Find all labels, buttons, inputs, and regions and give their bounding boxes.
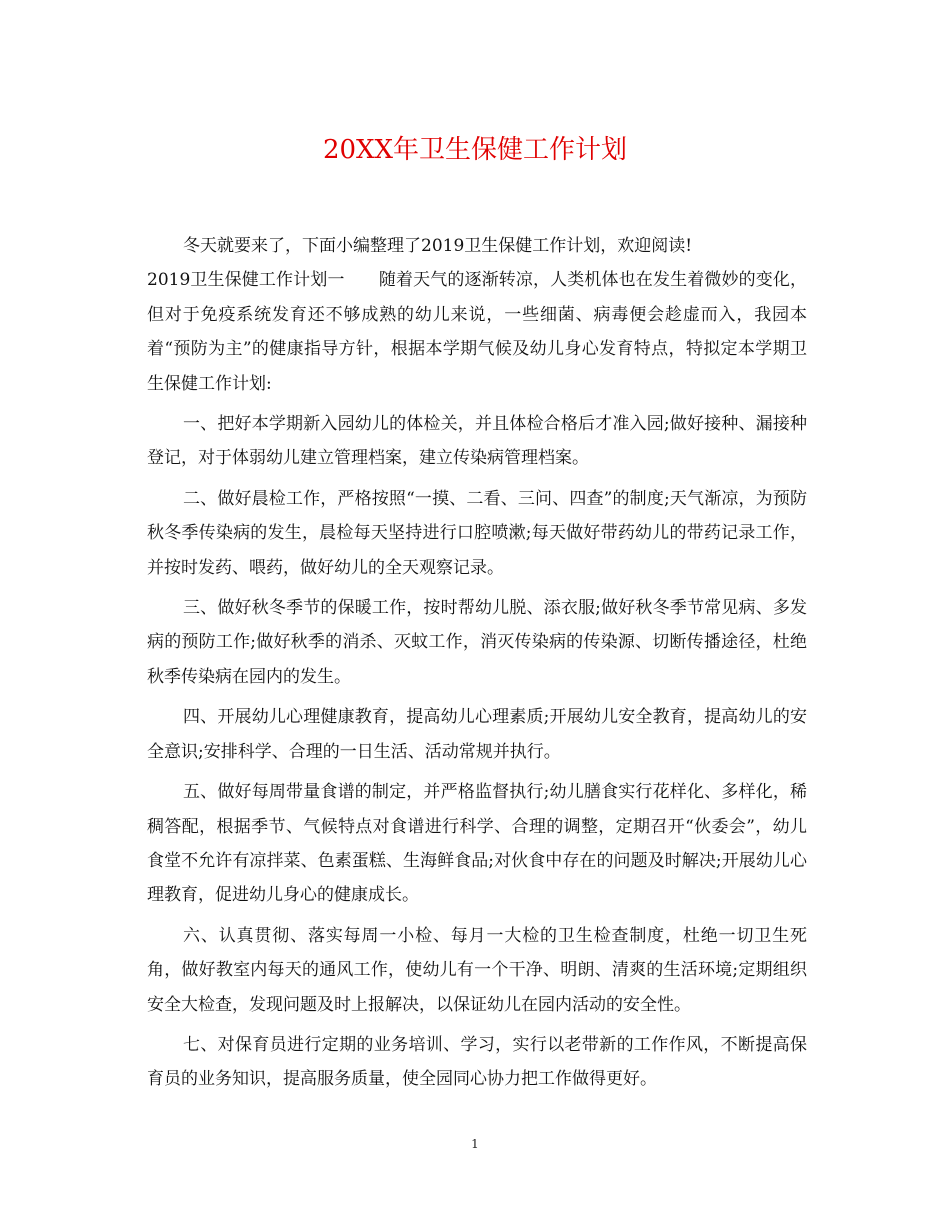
page-number: 1	[471, 1137, 479, 1151]
document-body	[147, 229, 807, 1097]
plan-item-6: 六、认真贯彻、落实每周一小检、每月一大检的卫生检查制度，杜绝一切卫生死角，做好教室内每天的通风工作，使幼儿有一个干净、明朗、清爽的生活环境;定期组织安全大检查，发现问题及时上报解决，以保证幼儿在园内活动的安全性。	[147, 925, 807, 1015]
intro-paragraph: 冬天就要来了，下面小编整理了2019卫生保健工作计划，欢迎阅读!	[183, 236, 693, 256]
plan-item-4: 四、开展幼儿心理健康教育，提高幼儿心理素质;开展幼儿安全教育，提高幼儿的安全意识;安排科学、合理的一日生活、活动常规并执行。	[147, 707, 807, 762]
plan-item-5: 五、做好每周带量食谱的制定，并严格监督执行;幼儿膳食实行花样化、多样化，稀稠答配，根据季节、气候特点对食谱进行科学、合理的调整，定期召开“伙委会”，幼儿食堂不允许有凉拌菜、色素蛋糕、生海鲜食品;对伙食中存在的问题及时解决;开展幼儿心理教育，促进幼儿身心的健康成长。	[147, 782, 807, 906]
plan-item-1: 一、把好本学期新入园幼儿的体检关，并且体检合格后才准入园;做好接种、漏接种登记，对于体弱幼儿建立管理档案，建立传染病管理档案。	[147, 414, 807, 469]
document-title: 20XX年卫生保健工作计划	[322, 135, 628, 165]
plan-item-3: 三、做好秋冬季节的保暖工作，按时帮幼儿脱、添衣服;做好秋冬季节常见病、多发病的预防工作;做好秋季的消杀、灭蚊工作，消灭传染病的传染源、切断传播途径，杜绝秋季传染病在园内的发生。	[147, 598, 807, 687]
plan-item-7: 七、对保育员进行定期的业务培训、学习，实行以老带新的工作作风，不断提高保育员的业务知识，提高服务质量，使全园同心协力把工作做得更好。	[147, 1034, 807, 1090]
section-heading-paragraph: 2019卫生保健工作计划一 随着天气的逐渐转凉，人类机体也在发生着微妙的变化，但对于免疫系统发育还不够成熟的幼儿来说，一些细菌、病毒便会趁虚而入，我园本着“预防为主”的健康指导方针，根据本学期气候及幼儿身心发育特点，特拟定本学期卫生保健工作计划:	[147, 270, 807, 394]
plan-item-2: 二、做好晨检工作，严格按照“一摸、二看、三问、四查”的制度;天气渐凉，为预防秋冬季传染病的发生，晨检每天坚持进行口腔喷漱;每天做好带药幼儿的带药记录工作，并按时发药、喂药，做好幼儿的全天观察记录。	[147, 488, 807, 578]
